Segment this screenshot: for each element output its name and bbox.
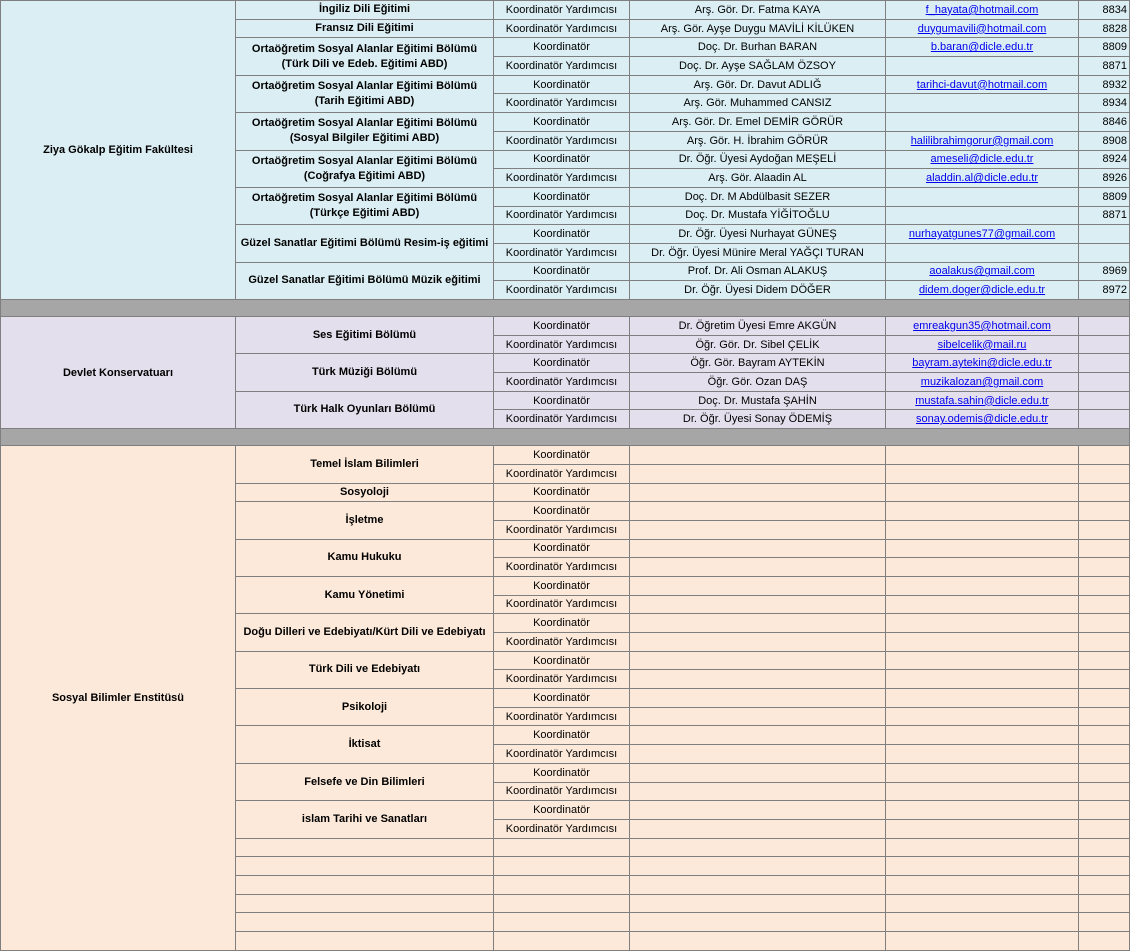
person-cell xyxy=(630,539,886,558)
phone-cell xyxy=(1079,243,1130,262)
department-name-cell: Ses Eğitimi Bölümü xyxy=(236,317,494,354)
email-cell xyxy=(886,225,1079,244)
role-cell: Koordinatör xyxy=(494,726,630,745)
role-cell: Koordinatör Yardımcısı xyxy=(494,670,630,689)
person-cell xyxy=(630,689,886,708)
email-cell xyxy=(886,391,1079,410)
email-cell xyxy=(886,689,1079,708)
email-cell xyxy=(886,502,1079,521)
table-row xyxy=(1,446,1130,465)
department-name-cell: Türk Dili ve Edebiyatı xyxy=(236,651,494,688)
person-cell xyxy=(630,651,886,670)
department-name-cell: Ortaöğretim Sosyal Alanlar Eğitimi Bölümü (Sosyal Bilgiler Eğitimi ABD) xyxy=(236,113,494,150)
role-cell: Koordinatör xyxy=(494,539,630,558)
email-cell xyxy=(886,19,1079,38)
email-link[interactable]: bayram.aytekin@dicle.edu.tr xyxy=(912,357,1052,370)
role-cell: Koordinatör xyxy=(494,187,630,206)
person-cell: Doç. Dr. Ayşe SAĞLAM ÖZSOY xyxy=(630,57,886,76)
phone-cell xyxy=(1079,317,1130,336)
role-cell: Koordinatör xyxy=(494,262,630,281)
role-cell: Koordinatör xyxy=(494,576,630,595)
empty-cell xyxy=(1079,932,1130,951)
empty-cell xyxy=(1079,857,1130,876)
department-name-cell: Temel İslam Bilimleri xyxy=(236,446,494,483)
email-cell xyxy=(886,317,1079,336)
role-cell: Koordinatör Yardımcısı xyxy=(494,206,630,225)
empty-cell xyxy=(1079,875,1130,894)
person-cell xyxy=(630,520,886,539)
person-cell xyxy=(630,707,886,726)
phone-cell: 8846 xyxy=(1079,113,1130,132)
person-cell xyxy=(630,446,886,465)
role-cell: Koordinatör Yardımcısı xyxy=(494,169,630,188)
person-cell: Arş. Gör. Dr. Fatma KAYA xyxy=(630,1,886,20)
email-cell xyxy=(886,354,1079,373)
person-cell: Arş. Gör. Dr. Davut ADLIĞ xyxy=(630,75,886,94)
person-cell xyxy=(630,595,886,614)
phone-cell xyxy=(1079,633,1130,652)
unit-name-cell: Devlet Konservatuarı xyxy=(1,317,236,429)
empty-cell xyxy=(886,838,1079,857)
email-link[interactable]: aoalakus@gmail.com xyxy=(929,265,1035,278)
role-cell: Koordinatör xyxy=(494,225,630,244)
email-link[interactable]: nurhayatgunes77@gmail.com xyxy=(908,228,1056,241)
person-cell: Doç. Dr. Mustafa ŞAHİN xyxy=(630,391,886,410)
email-link[interactable]: mustafa.sahin@dicle.edu.tr xyxy=(915,394,1049,407)
empty-cell xyxy=(1079,913,1130,932)
email-link[interactable]: duygumavili@hotmail.com xyxy=(917,22,1047,35)
phone-cell xyxy=(1079,651,1130,670)
role-cell: Koordinatör Yardımcısı xyxy=(494,94,630,113)
email-link[interactable]: ameseli@dicle.edu.tr xyxy=(930,153,1034,166)
email-cell xyxy=(886,819,1079,838)
empty-cell xyxy=(494,838,630,857)
role-cell: Koordinatör xyxy=(494,614,630,633)
phone-cell xyxy=(1079,335,1130,354)
empty-cell xyxy=(236,894,494,913)
email-cell xyxy=(886,633,1079,652)
phone-cell xyxy=(1079,446,1130,465)
email-cell xyxy=(886,651,1079,670)
role-cell: Koordinatör xyxy=(494,391,630,410)
phone-cell xyxy=(1079,576,1130,595)
phone-cell xyxy=(1079,745,1130,764)
email-cell xyxy=(886,707,1079,726)
role-cell: Koordinatör xyxy=(494,651,630,670)
role-cell: Koordinatör Yardımcısı xyxy=(494,373,630,392)
email-link[interactable]: f_hayata@hotmail.com xyxy=(925,3,1039,16)
email-link[interactable]: sonay.odemis@dicle.edu.tr xyxy=(915,413,1049,426)
empty-cell xyxy=(494,857,630,876)
email-link[interactable]: b.baran@dicle.edu.tr xyxy=(930,41,1034,54)
person-cell: Arş. Gör. Alaadin AL xyxy=(630,169,886,188)
department-name-cell: Ortaöğretim Sosyal Alanlar Eğitimi Bölümü (Türk Dili ve Edeb. Eğitimi ABD) xyxy=(236,38,494,75)
phone-cell xyxy=(1079,225,1130,244)
role-cell: Koordinatör xyxy=(494,502,630,521)
phone-cell xyxy=(1079,614,1130,633)
email-cell xyxy=(886,801,1079,820)
person-cell: Prof. Dr. Ali Osman ALAKUŞ xyxy=(630,262,886,281)
table-row xyxy=(1,317,1130,336)
role-cell: Koordinatör Yardımcısı xyxy=(494,1,630,20)
department-name-cell: Ortaöğretim Sosyal Alanlar Eğitimi Bölümü (Tarih Eğitimi ABD) xyxy=(236,75,494,112)
email-cell xyxy=(886,483,1079,502)
email-cell xyxy=(886,595,1079,614)
phone-cell xyxy=(1079,595,1130,614)
phone-cell: 8926 xyxy=(1079,169,1130,188)
separator-cell xyxy=(1,300,1130,317)
role-cell: Koordinatör xyxy=(494,801,630,820)
person-cell xyxy=(630,502,886,521)
person-cell: Dr. Öğr. Üyesi Didem DÖĞER xyxy=(630,281,886,300)
email-cell xyxy=(886,150,1079,169)
email-link[interactable]: emreakgun35@hotmail.com xyxy=(913,319,1051,332)
phone-cell xyxy=(1079,670,1130,689)
role-cell: Koordinatör Yardımcısı xyxy=(494,782,630,801)
email-cell xyxy=(886,614,1079,633)
person-cell: Arş. Gör. Dr. Emel DEMİR GÖRÜR xyxy=(630,113,886,132)
department-name-cell: Güzel Sanatlar Eğitimi Bölümü Resim-iş eğitimi xyxy=(236,225,494,262)
department-name-cell: Felsefe ve Din Bilimleri xyxy=(236,763,494,800)
phone-cell: 8828 xyxy=(1079,19,1130,38)
empty-cell xyxy=(630,932,886,951)
separator-cell xyxy=(1,429,1130,446)
empty-cell xyxy=(1079,838,1130,857)
role-cell: Koordinatör Yardımcısı xyxy=(494,464,630,483)
role-cell: Koordinatör Yardımcısı xyxy=(494,131,630,150)
department-name-cell: Fransız Dili Eğitimi xyxy=(236,19,494,38)
person-cell xyxy=(630,819,886,838)
phone-cell: 8809 xyxy=(1079,38,1130,57)
phone-cell: 8871 xyxy=(1079,57,1130,76)
person-cell xyxy=(630,558,886,577)
department-name-cell: Kamu Hukuku xyxy=(236,539,494,576)
empty-cell xyxy=(236,838,494,857)
phone-cell: 8934 xyxy=(1079,94,1130,113)
empty-cell xyxy=(630,875,886,894)
empty-cell xyxy=(886,913,1079,932)
empty-cell xyxy=(236,913,494,932)
email-cell xyxy=(886,113,1079,132)
email-link[interactable]: sibelcelik@mail.ru xyxy=(937,338,1027,351)
empty-cell xyxy=(1079,894,1130,913)
email-cell xyxy=(886,410,1079,429)
department-name-cell: Ortaöğretim Sosyal Alanlar Eğitimi Bölümü (Türkçe Eğitimi ABD) xyxy=(236,187,494,224)
department-name-cell: Güzel Sanatlar Eğitimi Bölümü Müzik eğitimi xyxy=(236,262,494,299)
email-link[interactable]: tarihci-davut@hotmail.com xyxy=(916,78,1048,91)
department-name-cell: Ortaöğretim Sosyal Alanlar Eğitimi Bölümü (Coğrafya Eğitimi ABD) xyxy=(236,150,494,187)
email-cell xyxy=(886,169,1079,188)
email-cell xyxy=(886,539,1079,558)
person-cell xyxy=(630,782,886,801)
empty-cell xyxy=(886,932,1079,951)
person-cell: Öğr. Gör. Bayram AYTEKİN xyxy=(630,354,886,373)
empty-cell xyxy=(630,894,886,913)
role-cell: Koordinatör xyxy=(494,689,630,708)
person-cell xyxy=(630,726,886,745)
email-cell xyxy=(886,262,1079,281)
phone-cell xyxy=(1079,539,1130,558)
person-cell: Doç. Dr. M Abdülbasit SEZER xyxy=(630,187,886,206)
phone-cell xyxy=(1079,391,1130,410)
phone-cell xyxy=(1079,558,1130,577)
phone-cell: 8908 xyxy=(1079,131,1130,150)
role-cell: Koordinatör Yardımcısı xyxy=(494,243,630,262)
email-cell xyxy=(886,1,1079,20)
person-cell: Doç. Dr. Burhan BARAN xyxy=(630,38,886,57)
phone-cell xyxy=(1079,354,1130,373)
phone-cell xyxy=(1079,782,1130,801)
email-link[interactable]: aladdin.al@dicle.edu.tr xyxy=(925,172,1039,185)
empty-cell xyxy=(886,894,1079,913)
phone-cell xyxy=(1079,410,1130,429)
role-cell: Koordinatör Yardımcısı xyxy=(494,335,630,354)
phone-cell xyxy=(1079,801,1130,820)
role-cell: Koordinatör xyxy=(494,113,630,132)
person-cell xyxy=(630,483,886,502)
empty-cell xyxy=(630,857,886,876)
person-cell xyxy=(630,576,886,595)
person-cell xyxy=(630,745,886,764)
department-name-cell: Doğu Dilleri ve Edebiyatı/Kürt Dili ve Edebiyatı xyxy=(236,614,494,651)
role-cell: Koordinatör Yardımcısı xyxy=(494,633,630,652)
department-name-cell: İşletme xyxy=(236,502,494,539)
person-cell xyxy=(630,464,886,483)
role-cell: Koordinatör Yardımcısı xyxy=(494,595,630,614)
person-cell: Dr. Öğr. Üyesi Aydoğan MEŞELİ xyxy=(630,150,886,169)
role-cell: Koordinatör xyxy=(494,75,630,94)
unit-name-cell: Ziya Gökalp Eğitim Fakültesi xyxy=(1,1,236,300)
empty-cell xyxy=(630,913,886,932)
person-cell: Dr. Öğr. Üyesi Nurhayat GÜNEŞ xyxy=(630,225,886,244)
email-cell xyxy=(886,38,1079,57)
role-cell: Koordinatör Yardımcısı xyxy=(494,410,630,429)
person-cell xyxy=(630,614,886,633)
department-name-cell: Türk Müziği Bölümü xyxy=(236,354,494,391)
phone-cell: 8924 xyxy=(1079,150,1130,169)
role-cell: Koordinatör xyxy=(494,483,630,502)
email-cell xyxy=(886,187,1079,206)
email-cell xyxy=(886,131,1079,150)
coordinator-table-body xyxy=(1,1,1130,951)
email-cell xyxy=(886,576,1079,595)
person-cell: Öğr. Gör. Ozan DAŞ xyxy=(630,373,886,392)
role-cell: Koordinatör Yardımcısı xyxy=(494,558,630,577)
person-cell xyxy=(630,670,886,689)
phone-cell xyxy=(1079,763,1130,782)
phone-cell xyxy=(1079,373,1130,392)
empty-cell xyxy=(886,857,1079,876)
department-name-cell: Kamu Yönetimi xyxy=(236,576,494,613)
empty-cell xyxy=(236,932,494,951)
email-cell xyxy=(886,446,1079,465)
role-cell: Koordinatör xyxy=(494,354,630,373)
empty-cell xyxy=(236,875,494,894)
email-cell xyxy=(886,75,1079,94)
email-cell xyxy=(886,745,1079,764)
phone-cell xyxy=(1079,520,1130,539)
role-cell: Koordinatör Yardımcısı xyxy=(494,57,630,76)
person-cell xyxy=(630,633,886,652)
empty-cell xyxy=(494,894,630,913)
department-name-cell: Türk Halk Oyunları Bölümü xyxy=(236,391,494,428)
role-cell: Koordinatör xyxy=(494,763,630,782)
person-cell: Arş. Gör. Muhammed CANSIZ xyxy=(630,94,886,113)
email-cell xyxy=(886,670,1079,689)
person-cell: Öğr. Gör. Dr. Sibel ÇELİK xyxy=(630,335,886,354)
department-name-cell: İngiliz Dili Eğitimi xyxy=(236,1,494,20)
phone-cell xyxy=(1079,689,1130,708)
email-cell xyxy=(886,782,1079,801)
empty-cell xyxy=(494,913,630,932)
email-cell xyxy=(886,335,1079,354)
section-separator xyxy=(1,300,1130,317)
table-row xyxy=(1,1,1130,20)
phone-cell xyxy=(1079,502,1130,521)
department-name-cell: islam Tarihi ve Sanatları xyxy=(236,801,494,838)
role-cell: Koordinatör Yardımcısı xyxy=(494,707,630,726)
phone-cell xyxy=(1079,707,1130,726)
email-link[interactable]: muzikalozan@gmail.com xyxy=(920,375,1044,388)
person-cell xyxy=(630,801,886,820)
phone-cell xyxy=(1079,819,1130,838)
role-cell: Koordinatör Yardımcısı xyxy=(494,520,630,539)
role-cell: Koordinatör xyxy=(494,446,630,465)
phone-cell: 8932 xyxy=(1079,75,1130,94)
phone-cell: 8969 xyxy=(1079,262,1130,281)
email-cell xyxy=(886,281,1079,300)
department-name-cell: İktisat xyxy=(236,726,494,763)
department-name-cell: Sosyoloji xyxy=(236,483,494,502)
person-cell: Dr. Öğr. Üyesi Münire Meral YAĞÇI TURAN xyxy=(630,243,886,262)
email-cell xyxy=(886,464,1079,483)
email-cell xyxy=(886,373,1079,392)
phone-cell: 8834 xyxy=(1079,1,1130,20)
role-cell: Koordinatör Yardımcısı xyxy=(494,19,630,38)
email-link[interactable]: halilibrahimgorur@gmail.com xyxy=(910,134,1054,147)
role-cell: Koordinatör Yardımcısı xyxy=(494,745,630,764)
phone-cell xyxy=(1079,464,1130,483)
role-cell: Koordinatör xyxy=(494,38,630,57)
role-cell: Koordinatör Yardımcısı xyxy=(494,281,630,300)
empty-cell xyxy=(886,875,1079,894)
person-cell: Arş. Gör. Ayşe Duygu MAVİLİ KİLÜKEN xyxy=(630,19,886,38)
section-separator xyxy=(1,429,1130,446)
email-cell xyxy=(886,243,1079,262)
email-cell xyxy=(886,558,1079,577)
empty-cell xyxy=(630,838,886,857)
person-cell: Dr. Öğretim Üyesi Emre AKGÜN xyxy=(630,317,886,336)
email-cell xyxy=(886,57,1079,76)
phone-cell xyxy=(1079,726,1130,745)
role-cell: Koordinatör Yardımcısı xyxy=(494,819,630,838)
person-cell: Doç. Dr. Mustafa YİĞİTOĞLU xyxy=(630,206,886,225)
email-cell xyxy=(886,94,1079,113)
email-cell xyxy=(886,520,1079,539)
role-cell: Koordinatör xyxy=(494,150,630,169)
empty-cell xyxy=(494,875,630,894)
email-cell xyxy=(886,763,1079,782)
department-name-cell: Psikoloji xyxy=(236,689,494,726)
phone-cell: 8871 xyxy=(1079,206,1130,225)
phone-cell: 8972 xyxy=(1079,281,1130,300)
empty-cell xyxy=(494,932,630,951)
phone-cell: 8809 xyxy=(1079,187,1130,206)
role-cell: Koordinatör xyxy=(494,317,630,336)
email-cell xyxy=(886,726,1079,745)
empty-cell xyxy=(236,857,494,876)
person-cell: Dr. Öğr. Üyesi Sonay ÖDEMİŞ xyxy=(630,410,886,429)
email-link[interactable]: didem.doger@dicle.edu.tr xyxy=(918,284,1046,297)
person-cell: Arş. Gör. H. İbrahim GÖRÜR xyxy=(630,131,886,150)
phone-cell xyxy=(1079,483,1130,502)
email-cell xyxy=(886,206,1079,225)
person-cell xyxy=(630,763,886,782)
unit-name-cell: Sosyal Bilimler Enstitüsü xyxy=(1,446,236,951)
